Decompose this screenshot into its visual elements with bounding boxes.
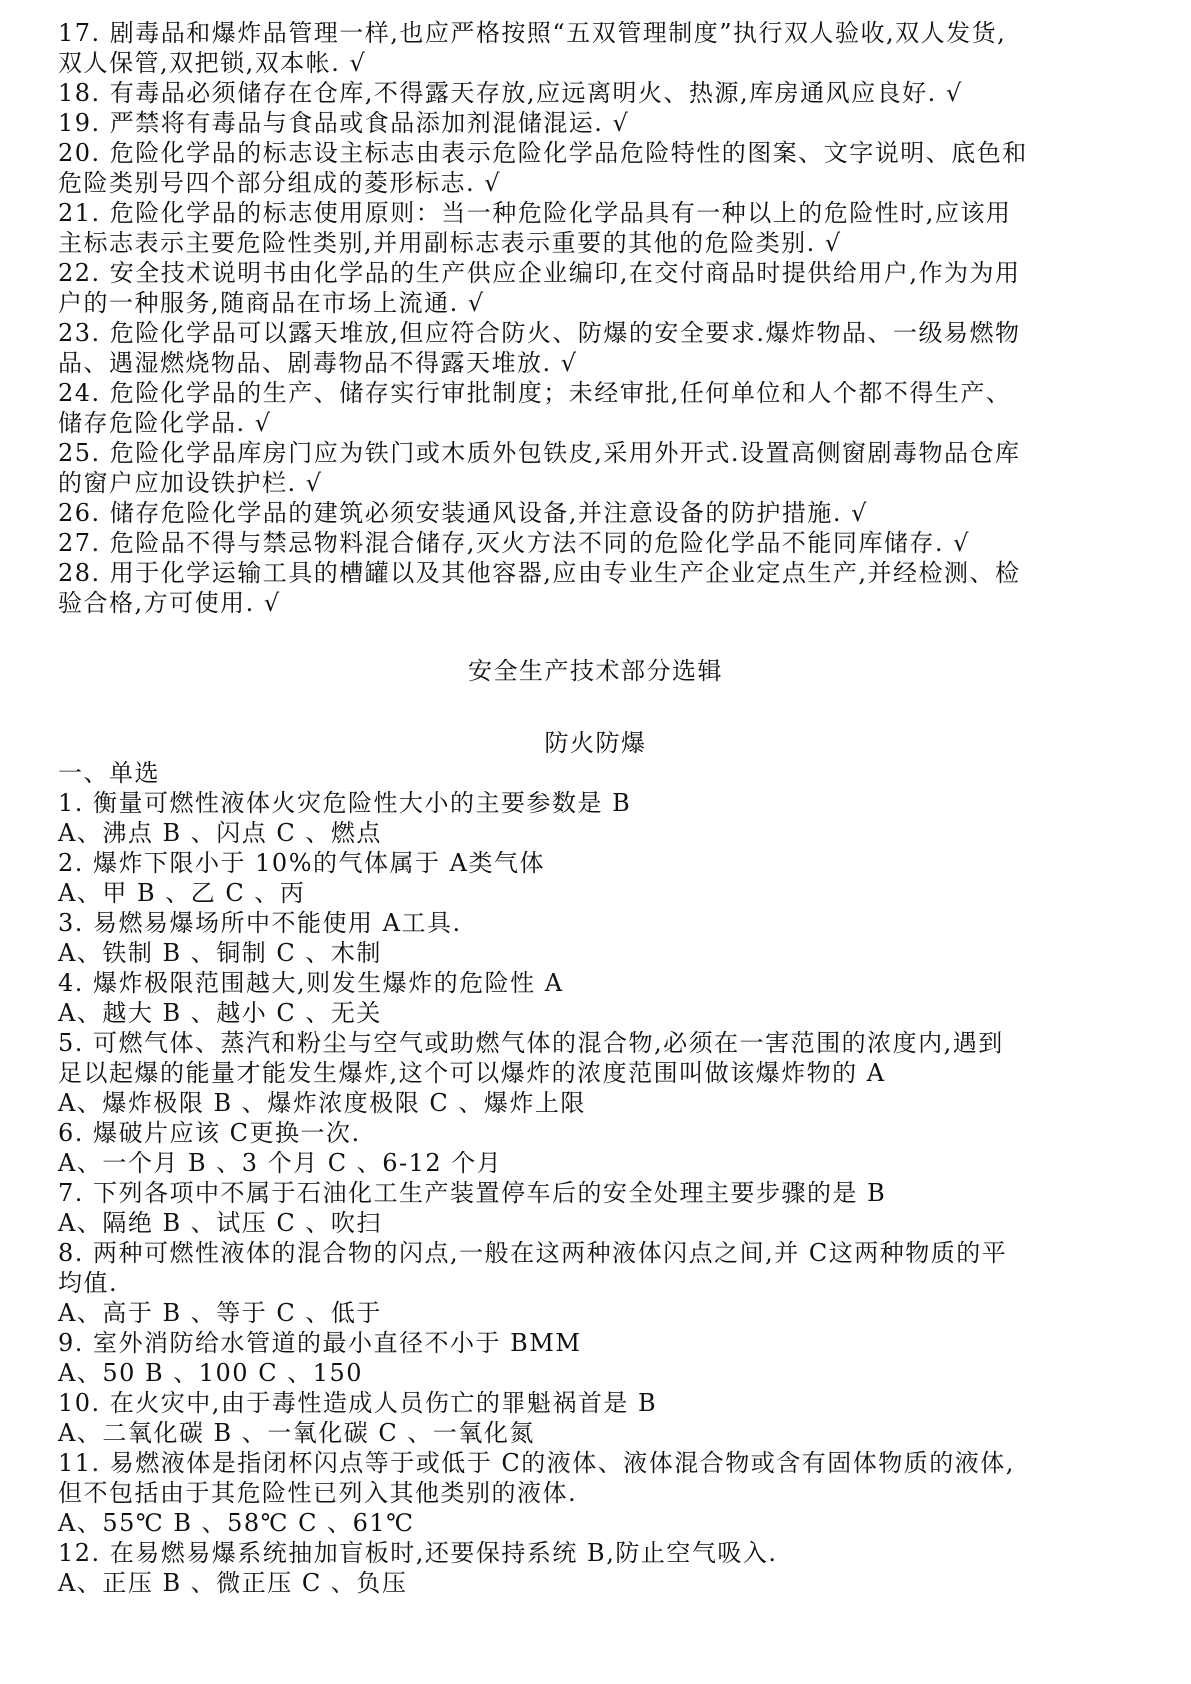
text-line: 21. 危险化学品的标志使用原则：当一种危险化学品具有一种以上的危险性时,应该用 bbox=[58, 199, 1012, 227]
options-line: A、50 B 、100 C 、150 bbox=[58, 1359, 364, 1387]
options-line: A、二氧化碳 B 、一氧化碳 C 、一氧化氮 bbox=[58, 1419, 535, 1447]
text-line: 品、遇湿燃烧物品、剧毒物品不得露天堆放. √ bbox=[58, 349, 578, 377]
text-line: 24. 危险化学品的生产、储存实行审批制度；未经审批,任何单位和人个都不得生产、 bbox=[58, 379, 1012, 407]
options-line: A、高于 B 、等于 C 、低于 bbox=[58, 1299, 382, 1327]
question-line: 5. 可燃气体、蒸汽和粉尘与空气或助燃气体的混合物,必须在一害范围的浓度内,遇到 bbox=[58, 1029, 1004, 1057]
options-line: A、隔绝 B 、试压 C 、吹扫 bbox=[58, 1209, 382, 1237]
options-line: A、55℃ B 、58℃ C 、61℃ bbox=[58, 1509, 415, 1537]
question-line: 足以起爆的能量才能发生爆炸,这个可以爆炸的浓度范围叫做该爆炸物的 A bbox=[58, 1059, 886, 1087]
text-line: 25. 危险化学品库房门应为铁门或木质外包铁皮,采用外开式.设置高侧窗剧毒物品仓库 bbox=[58, 439, 1021, 467]
judgement-section bbox=[58, 18, 1133, 618]
spacer bbox=[58, 618, 1133, 656]
question-line: 6. 爆破片应该 C更换一次. bbox=[58, 1119, 361, 1147]
spacer bbox=[58, 686, 1133, 728]
options-line: A、爆炸极限 B 、爆炸浓度极限 C 、爆炸上限 bbox=[58, 1089, 586, 1117]
text-line: 26. 储存危险化学品的建筑必须安装通风设备,并注意设备的防护措施. √ bbox=[58, 499, 868, 527]
choice-section bbox=[58, 758, 1133, 1598]
question-line: 8. 两种可燃性液体的混合物的闪点,一般在这两种液体闪点之间,并 C这两种物质的平 bbox=[58, 1239, 1008, 1267]
options-line: A、沸点 B 、闪点 C 、燃点 bbox=[58, 819, 382, 847]
text-line: 验合格,方可使用. √ bbox=[58, 589, 281, 617]
section-subtitle: 防火防爆 bbox=[544, 729, 647, 757]
question-line: 4. 爆炸极限范围越大,则发生爆炸的危险性 A bbox=[58, 969, 564, 997]
text-line: 23. 危险化学品可以露天堆放,但应符合防火、防爆的安全要求.爆炸物品、一级易燃物 bbox=[58, 319, 1021, 347]
options-line: A、正压 B 、微正压 C 、负压 bbox=[58, 1569, 408, 1597]
text-line: 17. 剧毒品和爆炸品管理一样,也应严格按照“五双管理制度”执行双人验收,双人发货, bbox=[58, 19, 1007, 47]
options-line: A、越大 B 、越小 C 、无关 bbox=[58, 999, 382, 1027]
question-line: 10. 在火灾中,由于毒性造成人员伤亡的罪魁祸首是 B bbox=[58, 1389, 658, 1417]
options-line: A、甲 B 、乙 C 、丙 bbox=[58, 879, 306, 907]
text-line: 的窗户应加设铁护栏. √ bbox=[58, 469, 323, 497]
question-line: 均值. bbox=[58, 1269, 119, 1297]
question-line: 7. 下列各项中不属于石油化工生产装置停车后的安全处理主要步骤的是 B bbox=[58, 1179, 887, 1207]
question-line: 9. 室外消防给水管道的最小直径不小于 BMM bbox=[58, 1329, 582, 1357]
options-line: A、铁制 B 、铜制 C 、木制 bbox=[58, 939, 382, 967]
question-line: 11. 易燃液体是指闭杯闪点等于或低于 C的液体、液体混合物或含有固体物质的液体, bbox=[58, 1449, 1015, 1477]
text-line: 27. 危险品不得与禁忌物料混合储存,灭火方法不同的危险化学品不能同库储存. √ bbox=[58, 529, 970, 557]
options-line: A、一个月 B 、3 个月 C 、6-12 个月 bbox=[58, 1149, 503, 1177]
text-line: 双人保管,双把锁,双本帐. √ bbox=[58, 49, 367, 77]
question-line: 3. 易燃易爆场所中不能使用 A工具. bbox=[58, 909, 462, 937]
text-line: 28. 用于化学运输工具的槽罐以及其他容器,应由专业生产企业定点生产,并经检测、检 bbox=[58, 559, 1021, 587]
question-line: 1. 衡量可燃性液体火灾危险性大小的主要参数是 B bbox=[58, 789, 632, 817]
document-page bbox=[58, 18, 1133, 1598]
text-line: 储存危险化学品. √ bbox=[58, 409, 272, 437]
text-line: 22. 安全技术说明书由化学品的生产供应企业编印,在交付商品时提供给用户,作为为用 bbox=[58, 259, 1021, 287]
question-line: 2. 爆炸下限小于 10%的气体属于 A类气体 bbox=[58, 849, 545, 877]
text-line: 户的一种服务,随商品在市场上流通. √ bbox=[58, 289, 485, 317]
text-line: 19. 严禁将有毒品与食品或食品添加剂混储混运. √ bbox=[58, 109, 630, 137]
text-line: 危险类别号四个部分组成的菱形标志. √ bbox=[58, 169, 502, 197]
text-line: 20. 危险化学品的标志设主标志由表示危险化学品危险特性的图案、文字说明、底色和 bbox=[58, 139, 1028, 167]
section-label: 一、单选 bbox=[58, 759, 160, 787]
section-title: 安全生产技术部分选辑 bbox=[468, 657, 723, 685]
question-line: 但不包括由于其危险性已列入其他类别的液体. bbox=[58, 1479, 578, 1507]
text-line: 主标志表示主要危险性类别,并用副标志表示重要的其他的危险类别. √ bbox=[58, 229, 842, 257]
question-line: 12. 在易燃易爆系统抽加盲板时,还要保持系统 B,防止空气吸入. bbox=[58, 1539, 778, 1567]
text-line: 18. 有毒品必须储存在仓库,不得露天存放,应远离明火、热源,库房通风应良好. √ bbox=[58, 79, 963, 107]
